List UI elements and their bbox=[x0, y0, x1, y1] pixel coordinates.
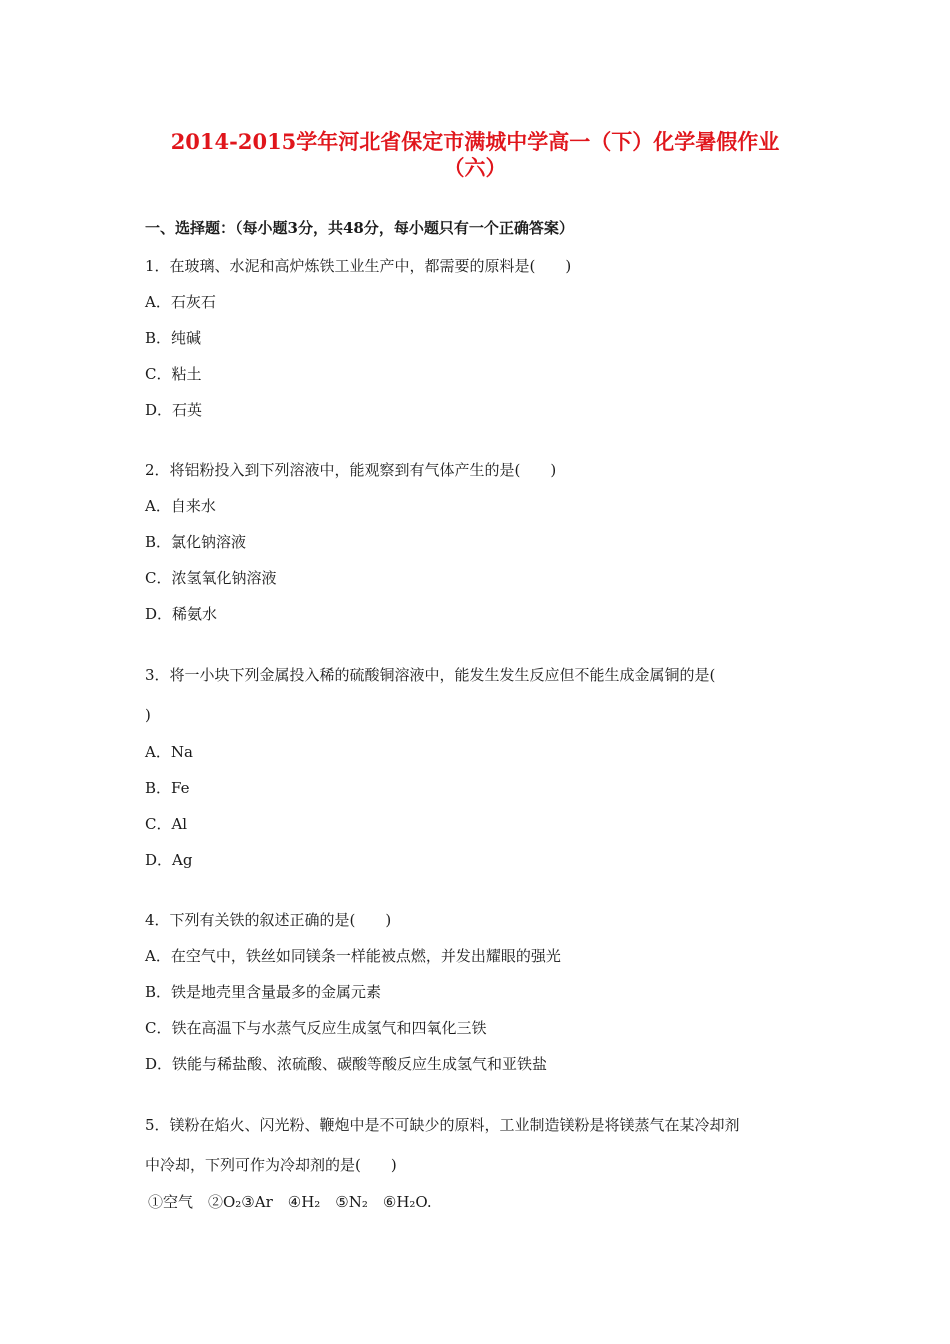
question-1-option-b: B．纯碱 bbox=[145, 329, 202, 347]
question-2-option-a: A．自来水 bbox=[145, 497, 216, 515]
question-3-option-a: A．Na bbox=[145, 743, 193, 761]
question-1-option-c: C．粘土 bbox=[145, 365, 202, 383]
question-4-option-c: C．铁在高温下与水蒸气反应生成氢气和四氧化三铁 bbox=[145, 1019, 487, 1037]
section-heading: 一、选择题：（每小题3分，共48分，每小题只有一个正确答案） bbox=[145, 219, 574, 237]
question-3-option-b: B．Fe bbox=[145, 779, 190, 797]
question-3-option-c: C．Al bbox=[145, 815, 188, 833]
question-3-stem-continued: ) bbox=[145, 706, 151, 724]
question-1-option-a: A．石灰石 bbox=[145, 293, 216, 311]
question-4-option-a: A．在空气中，铁丝如同镁条一样能被点燃，并发出耀眼的强光 bbox=[145, 947, 561, 965]
question-5-stem: 5．镁粉在焰火、闪光粉、鞭炮中是不可缺少的原料，工业制造镁粉是将镁蒸气在某冷却剂 bbox=[145, 1116, 740, 1134]
question-3-option-d: D．Ag bbox=[145, 851, 193, 869]
question-2-option-b: B．氯化钠溶液 bbox=[145, 533, 247, 551]
document-title-continued: （六） bbox=[443, 155, 507, 180]
question-4-option-d: D．铁能与稀盐酸、浓硫酸、碳酸等酸反应生成氢气和亚铁盐 bbox=[145, 1055, 548, 1073]
question-2-option-d: D．稀氨水 bbox=[145, 605, 218, 623]
question-2-stem: 2．将铝粉投入到下列溶液中，能观察到有气体产生的是( ) bbox=[145, 461, 557, 479]
question-2-option-c: C．浓氢氧化钠溶液 bbox=[145, 569, 277, 587]
question-5-choices: ①空气 ②O₂③Ar ④H₂ ⑤N₂ ⑥H₂O. bbox=[148, 1193, 432, 1211]
question-5-stem-continued: 中冷却，下列可作为冷却剂的是( ) bbox=[145, 1156, 397, 1174]
question-3-stem: 3．将一小块下列金属投入稀的硫酸铜溶液中，能发生发生反应但不能生成金属铜的是( bbox=[145, 666, 716, 684]
document-title: 2014-2015学年河北省保定市满城中学高一（下）化学暑假作业 bbox=[170, 129, 780, 154]
question-4-stem: 4．下列有关铁的叙述正确的是( ) bbox=[145, 911, 392, 929]
question-1-option-d: D．石英 bbox=[145, 401, 203, 419]
question-1-stem: 1．在玻璃、水泥和高炉炼铁工业生产中，都需要的原料是( ) bbox=[145, 257, 572, 275]
question-4-option-b: B．铁是地壳里含量最多的金属元素 bbox=[145, 983, 382, 1001]
